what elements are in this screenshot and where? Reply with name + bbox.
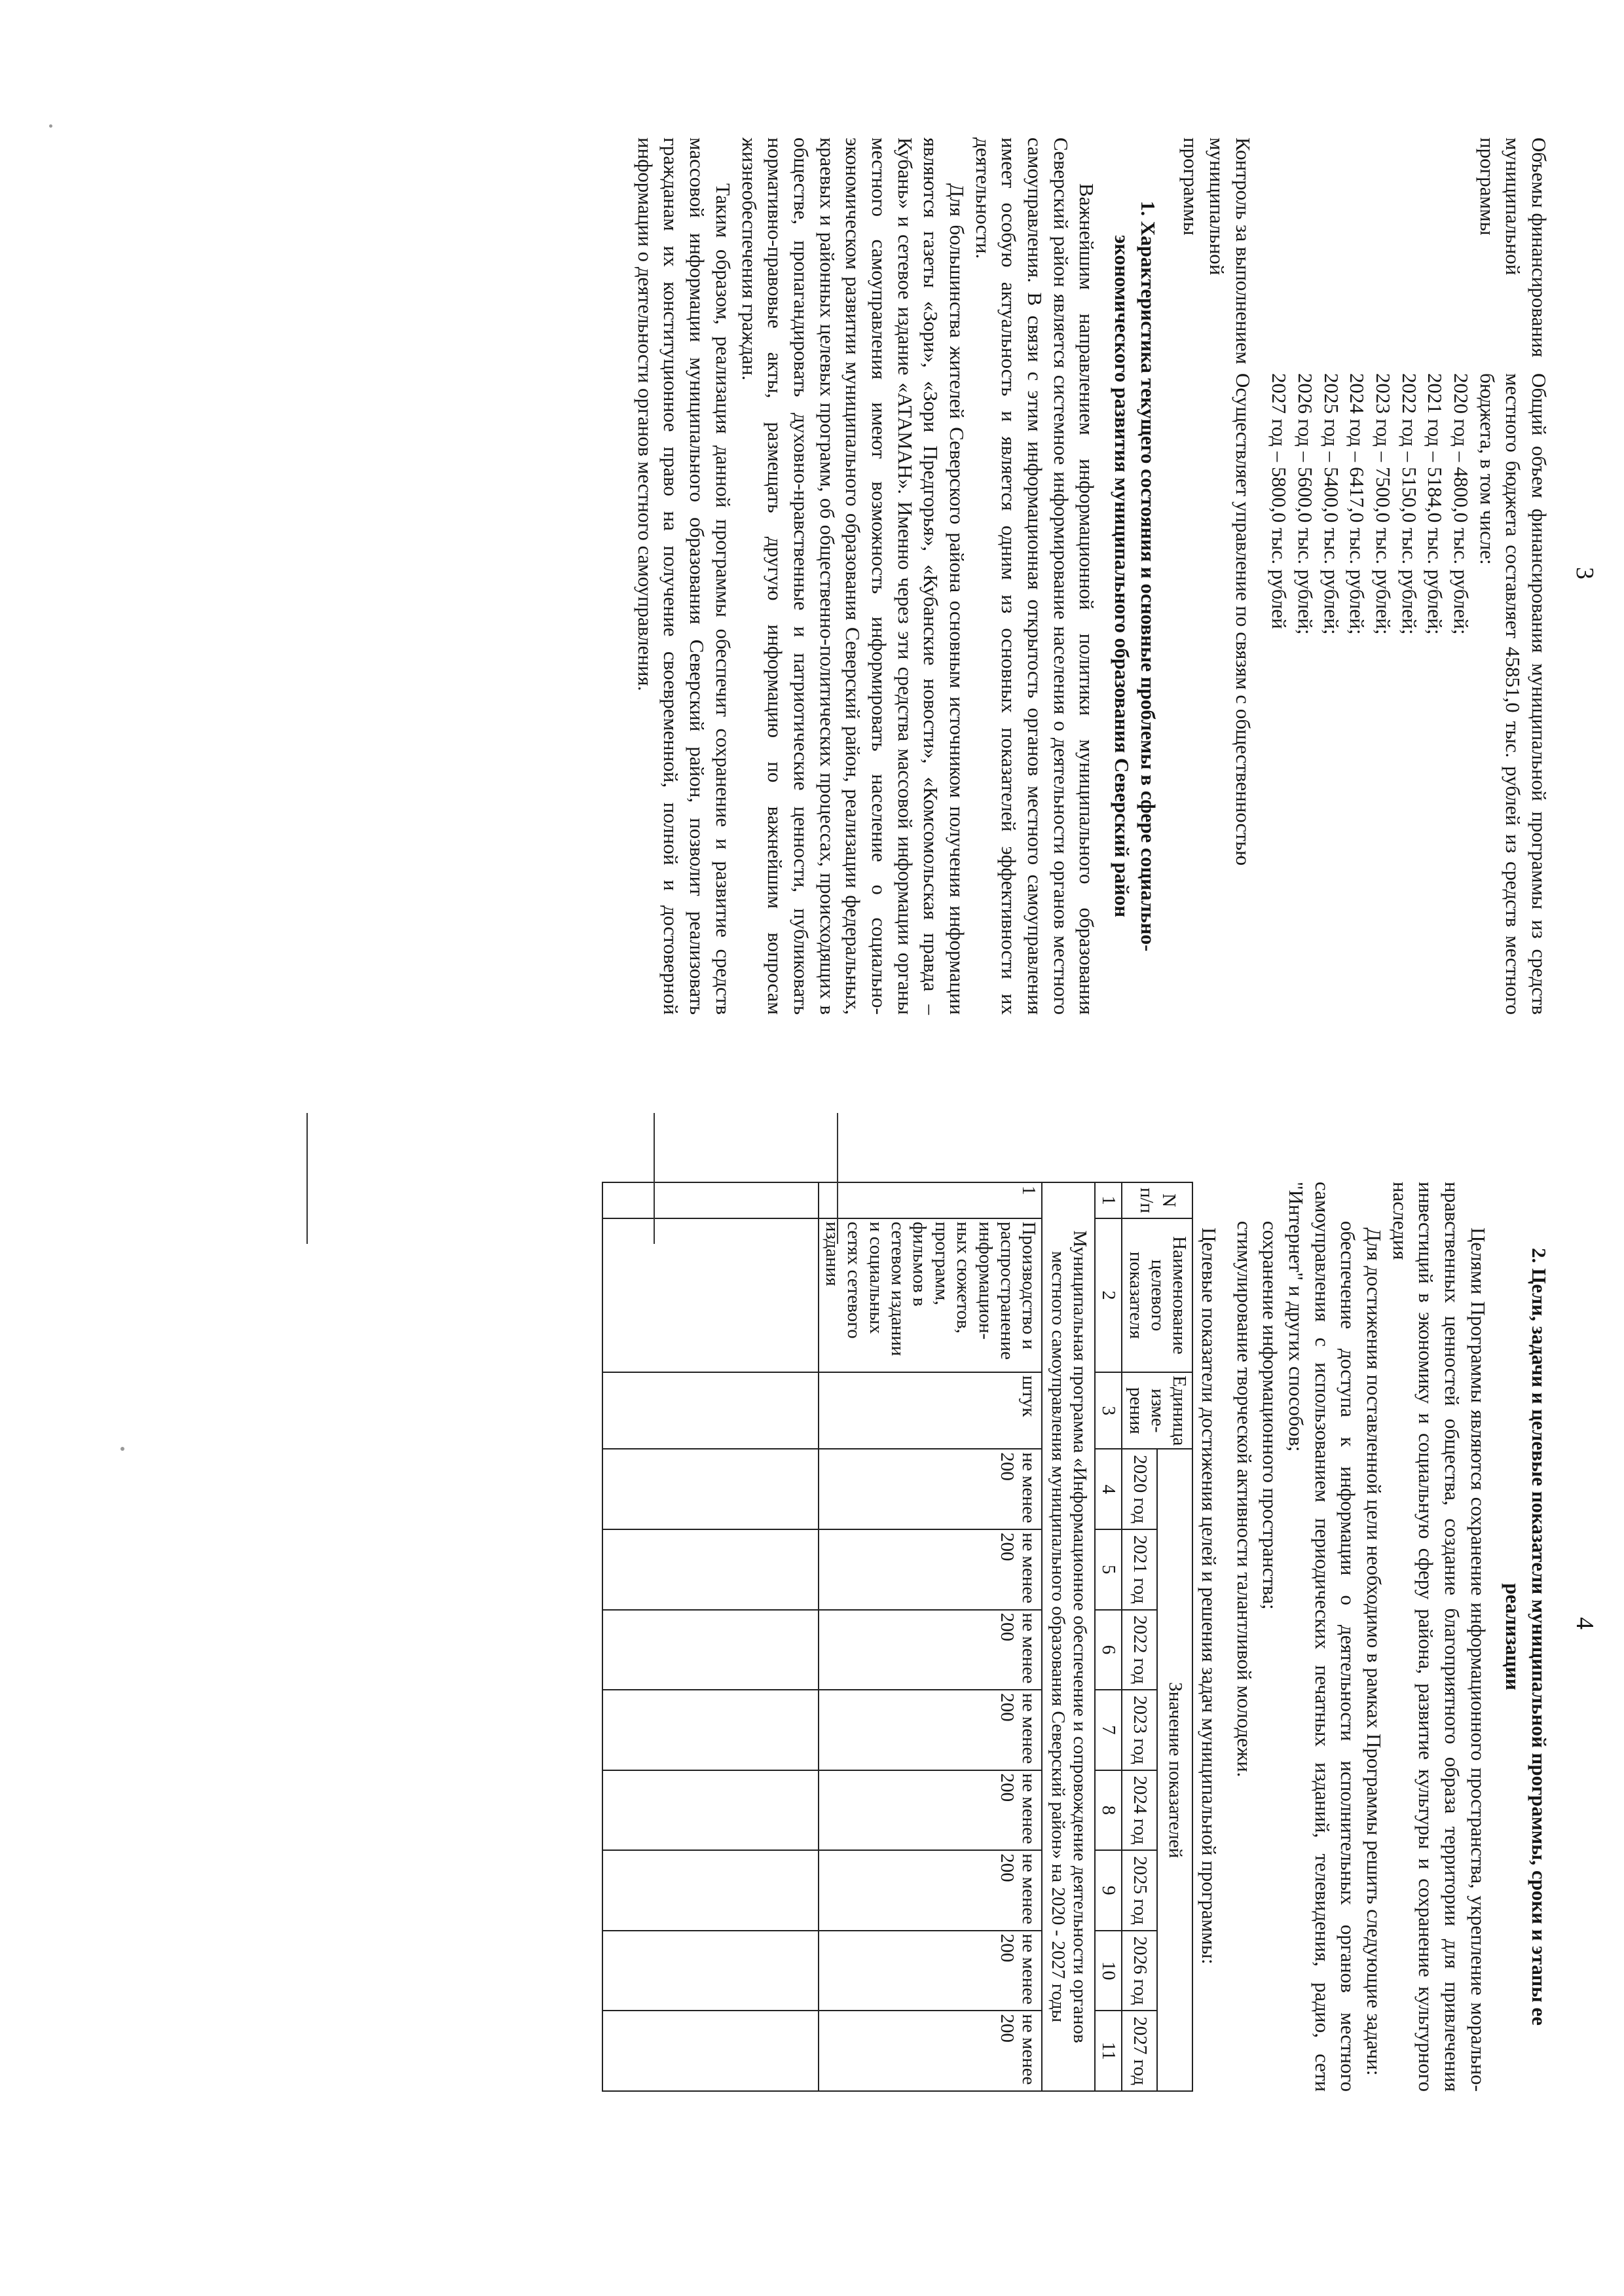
indicators-intro: Целевые показатели достижения целей и решения задач муниципальной программы:	[1197, 1228, 1221, 1965]
task-item: обеспечение доступа к информации о деятельности исполнительных органов местного самоуправления с использованием периодических печатных изданий, телевидения, радио, сети "Интернет" и других способов;	[1284, 1182, 1360, 2092]
financing-year-item: 2027 год – 5800,0 тыс. рублей	[1268, 373, 1291, 629]
header-year: 2023 год	[1122, 1690, 1157, 1770]
financing-year-item: 2023 год – 7500,0 тыс. рублей;	[1371, 373, 1395, 635]
header-year: 2027 год	[1122, 2011, 1157, 2091]
empty-cell	[602, 1529, 819, 1610]
task-item: сохранение информационного пространства;	[1259, 1221, 1282, 1610]
row-value: не менее 200	[819, 1850, 1042, 1931]
header-year: 2026 год	[1122, 1931, 1157, 2011]
page-4	[602, 1182, 1552, 2092]
financing-row	[1266, 137, 1552, 1015]
table-caption: Муниципальная программа «Информационное обеспечение и сопровождение деятельности органов местного самоуправления муниципального образования Северский район» на 2020 - 2027 годы	[1042, 1182, 1095, 2091]
page-number-left: 3	[1571, 567, 1598, 579]
row-value: не менее 200	[819, 1529, 1042, 1610]
column-number: 8	[1095, 1770, 1122, 1851]
row-value: не менее 200	[819, 1931, 1042, 2011]
row-number: 1	[819, 1182, 1042, 1218]
task-item: стимулирование творческой активности талантливой молодежи.	[1232, 1221, 1256, 1777]
paragraph: Для большинства жителей Северского района основным источником получения информации являются газеты «Зори», «Зори Предгорья», «Кубанские новости», «Комсомольская правда – Кубань» и сетевое издание «АТАМАН». Именно через эти средства массовой информации органы местного самоуправления имеют возможность информировать население о социально-экономическом развитии муниципального образования Северский район, реализации федеральных, краевых и районных целевых программ, об общественно-политических процессах, происходящих в обществе, пропагандировать духовно-нравственные и патриотические ценности, публиковать нормативно-правовые акты, размещать другую информацию по важнейшим вопросам жизнеобеспечения граждан.	[737, 137, 969, 1015]
column-number: 6	[1095, 1610, 1122, 1690]
column-number: 1	[1095, 1182, 1122, 1218]
empty-cell	[602, 1850, 819, 1931]
paragraph: Важнейшим направлением информационной политики муниципального образования Северский район является системное информирование населения о деятельности органов местного самоуправления. В связи с этим информационная открытость органов местного самоуправления имеет особую актуальность и является одним из основных показателей эффективности их деятельности.	[971, 137, 1099, 1015]
financing-year-item: 2026 год – 5600,0 тыс. рублей;	[1293, 373, 1317, 635]
header-indicator-name: Наименование целевого показателя	[1122, 1218, 1192, 1372]
financing-year-item: 2020 год – 4800,0 тыс. рублей;	[1449, 373, 1473, 635]
column-number: 3	[1095, 1372, 1122, 1449]
indicators-table	[602, 1182, 1194, 2092]
header-number: N п/п	[1122, 1182, 1192, 1218]
section-1-title: 1. Характеристика текущего состояния и основные проблемы в сфере социально-экономического развития муниципального образования Северский район	[1110, 200, 1160, 952]
empty-cell	[602, 1218, 819, 1372]
empty-cell	[602, 1931, 819, 2011]
header-year: 2022 год	[1122, 1610, 1157, 1690]
scan-speck	[49, 124, 52, 128]
financing-year-item: 2025 год – 5400,0 тыс. рублей;	[1320, 373, 1343, 635]
column-number: 10	[1095, 1931, 1122, 2011]
header-year: 2025 год	[1122, 1850, 1157, 1931]
scan-rule	[654, 1113, 655, 1244]
scan-rule	[306, 1113, 308, 1244]
row-value: не менее 200	[819, 2011, 1042, 2091]
row-indicator-name: Производство и распространение информацион-ных сюжетов, программ, фильмов в сетевом издании и социальных сетях сетевого издания	[819, 1218, 1042, 1372]
empty-cell	[602, 1372, 819, 1449]
empty-cell	[602, 1449, 819, 1529]
financing-year-item: 2022 год – 5150,0 тыс. рублей;	[1397, 373, 1421, 635]
control-label: Контроль за выполнением муниципальной программы	[1179, 137, 1255, 365]
row-unit: штук	[819, 1372, 1042, 1449]
scan-speck	[120, 1447, 124, 1451]
header-year: 2020 год	[1122, 1449, 1157, 1529]
row-value: не менее 200	[819, 1449, 1042, 1529]
control-row	[1178, 137, 1256, 1015]
goals-paragraph: Целями Программы являются сохранение информационного пространства, укрепление морально-нравственных ценностей общества, создание благоприятного образа территории для привлечения инвестиций в экономику и социальную сферу района, развитие культуры и сохранение культурного наследия	[1388, 1182, 1490, 2092]
table-row	[819, 1182, 1042, 2091]
page-number-right: 4	[1571, 1617, 1598, 1630]
financing-info	[1266, 373, 1552, 1015]
financing-year-item: 2024 год – 6417,0 тыс. рублей;	[1346, 373, 1369, 635]
empty-cell	[602, 1770, 819, 1851]
empty-cell	[602, 1182, 819, 1218]
section-2-title: 2. Цели, задачи и целевые показатели муниципальной программы, сроки и этапы ее реализации	[1502, 1248, 1551, 2026]
column-number: 7	[1095, 1690, 1122, 1770]
page-3	[632, 137, 1552, 1015]
column-number: 11	[1095, 2011, 1122, 2091]
control-text: Осуществляет управление по связям с общественностью	[1231, 373, 1255, 866]
financing-label: Объемы финансирования муниципальной программы	[1475, 137, 1551, 357]
column-number: 4	[1095, 1449, 1122, 1529]
header-unit: Единица изме-рения	[1122, 1372, 1192, 1449]
header-year: 2024 год	[1122, 1770, 1157, 1851]
header-year: 2021 год	[1122, 1529, 1157, 1610]
financing-years	[1266, 373, 1474, 1015]
tasks-intro: Для достижения поставленной цели необходимо в рамках Программы решить следующие задачи:	[1362, 1228, 1386, 2076]
empty-cell	[602, 1610, 819, 1690]
row-value: не менее 200	[819, 1690, 1042, 1770]
financing-year-item: 2021 год – 5184,0 тыс. рублей;	[1424, 373, 1447, 635]
empty-cell	[602, 2011, 819, 2091]
empty-cell	[602, 1690, 819, 1770]
column-number: 5	[1095, 1529, 1122, 1610]
row-value: не менее 200	[819, 1770, 1042, 1851]
scan-rule	[837, 1113, 838, 1244]
financing-text: Общий объем финансирования муниципальной программы из средств местного бюджета составляет 45851,0 тыс. рублей из средств местного бюджета, в том числе:	[1475, 373, 1551, 1015]
header-values: Значение показателей	[1157, 1449, 1192, 2091]
paragraph: Таким образом, реализация данной программы обеспечит сохранение и развитие средств массовой информации муниципального образования Северский район, позволит реализовать гражданам их конституционное право на получение своевременной, полной и достоверной информации о деятельности органов местного самоуправления.	[633, 137, 735, 1015]
column-number: 9	[1095, 1850, 1122, 1931]
column-number: 2	[1095, 1218, 1122, 1372]
row-value: не менее 200	[819, 1610, 1042, 1690]
